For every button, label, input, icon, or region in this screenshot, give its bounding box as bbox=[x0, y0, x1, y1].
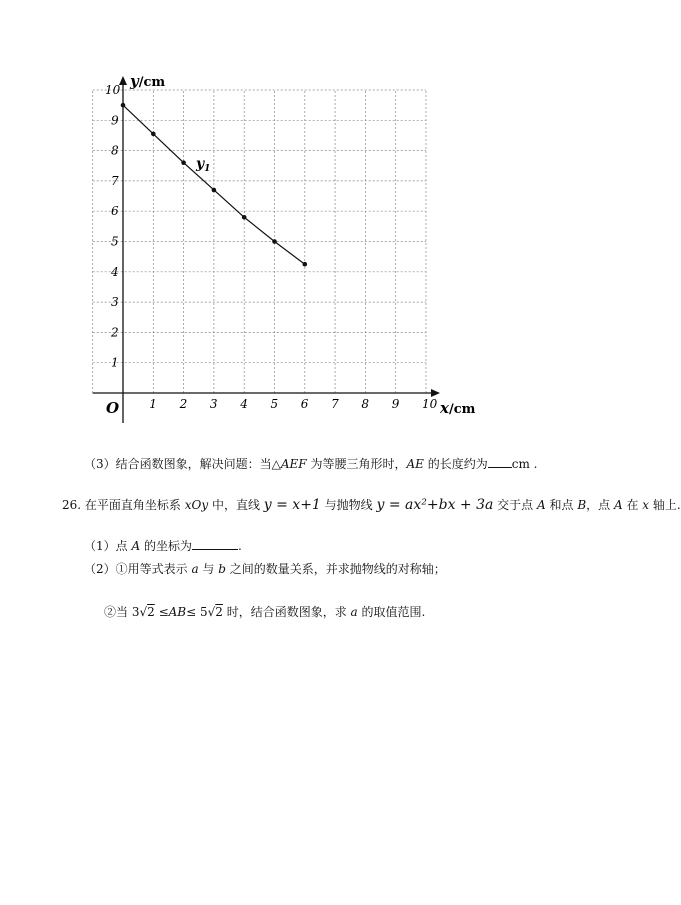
x-tick-label: 7 bbox=[331, 397, 339, 411]
function-graph bbox=[0, 0, 640, 440]
q3-text-1: （3）结合函数图象，解决问题：当△ bbox=[84, 457, 281, 471]
y-tick-label: 1 bbox=[111, 355, 119, 370]
x-axis-label: x/cm bbox=[440, 399, 476, 417]
triangle-aef: AEF bbox=[280, 457, 307, 471]
tick-labels bbox=[105, 83, 438, 411]
radicand-1: 2 bbox=[147, 605, 155, 619]
line-equation: y = x+1 bbox=[263, 497, 321, 513]
question-3 bbox=[84, 456, 537, 472]
point-a: A bbox=[131, 539, 141, 553]
origin-label: O bbox=[106, 399, 120, 417]
question-number: 26. bbox=[62, 498, 82, 512]
x-variable: x bbox=[642, 498, 650, 512]
y-tick-label: 3 bbox=[111, 295, 119, 310]
variable-a: a bbox=[191, 562, 199, 576]
q26-text-4: 交于点 bbox=[493, 498, 537, 512]
p2b-text-3: ≤ 5√ bbox=[186, 605, 216, 619]
data-point bbox=[242, 215, 247, 220]
y-axis-label: y/cm bbox=[130, 72, 166, 90]
x-tick-label: 10 bbox=[422, 397, 438, 411]
segment-ae: AE bbox=[406, 457, 424, 471]
y-tick-label: 9 bbox=[111, 113, 119, 128]
point-b: B bbox=[577, 498, 587, 512]
x-tick-label: 5 bbox=[270, 397, 279, 411]
variable-a: a bbox=[350, 605, 358, 619]
y-tick-label: 10 bbox=[105, 83, 121, 97]
part-2-2 bbox=[104, 604, 425, 620]
q26-text-2: 中，直线 bbox=[208, 498, 264, 512]
coord-system: xOy bbox=[184, 498, 209, 512]
q26-text-1: 在平面直角坐标系 bbox=[81, 498, 185, 512]
y-tick-label: 6 bbox=[111, 204, 119, 219]
part-1 bbox=[84, 538, 242, 554]
parabola-equation: y = ax²+bx + 3a bbox=[376, 497, 494, 513]
q3-text-3: 的长度约为 bbox=[423, 457, 488, 471]
radicand-2: 2 bbox=[215, 605, 223, 619]
x-tick-label: 1 bbox=[149, 397, 157, 411]
data-point bbox=[151, 132, 156, 137]
segment-ab: AB bbox=[168, 605, 187, 619]
y-tick-label: 8 bbox=[111, 143, 119, 158]
y-tick-label: 2 bbox=[111, 325, 119, 340]
q26-text-7: 在 bbox=[622, 498, 643, 512]
p1-text-2: 的坐标为 bbox=[140, 539, 192, 553]
series-label-y1: $y_1$ bbox=[196, 156, 211, 174]
x-tick-label: 3 bbox=[209, 397, 218, 411]
q26-text-3: 与抛物线 bbox=[320, 498, 377, 512]
data-point bbox=[272, 239, 277, 244]
q3-text-2: 为等腰三角形时， bbox=[306, 457, 407, 471]
answer-blank bbox=[488, 456, 512, 468]
point-a: A bbox=[613, 498, 623, 512]
q26-text-8: 轴上. bbox=[649, 498, 681, 512]
p2b-text-2: ≤ bbox=[154, 605, 169, 619]
q3-unit: cm . bbox=[511, 457, 538, 471]
grid bbox=[93, 90, 426, 393]
question-26 bbox=[62, 497, 681, 513]
data-point bbox=[303, 262, 308, 267]
x-tick-label: 6 bbox=[300, 397, 309, 411]
q26-text-6: ，点 bbox=[586, 498, 614, 512]
data-point bbox=[181, 160, 186, 165]
x-tick-label: 2 bbox=[179, 397, 188, 411]
part-2-1 bbox=[84, 561, 446, 577]
point-a: A bbox=[537, 498, 546, 512]
answer-blank bbox=[192, 538, 238, 550]
y-tick-label: 5 bbox=[111, 234, 119, 249]
p2b-text-1: ②当 3√ bbox=[104, 605, 148, 619]
variable-b: b bbox=[218, 562, 226, 576]
x-axis-arrow bbox=[431, 389, 440, 397]
data-point bbox=[212, 188, 217, 193]
p2-text-2: 与 bbox=[198, 562, 219, 576]
x-tick-label: 8 bbox=[361, 397, 370, 411]
q26-text-5: 和点 bbox=[545, 498, 578, 512]
p1-text-1: （1）点 bbox=[84, 539, 132, 553]
x-tick-label: 9 bbox=[391, 397, 400, 411]
data-point bbox=[121, 103, 126, 108]
p2-text-1: （2）①用等式表示 bbox=[84, 562, 192, 576]
x-tick-label: 4 bbox=[240, 397, 248, 411]
y-tick-label: 4 bbox=[111, 264, 119, 279]
p2b-end: 的取值范围. bbox=[357, 605, 426, 619]
y-tick-label: 7 bbox=[111, 173, 119, 188]
p2-text-3: 之间的数量关系，并求抛物线的对称轴； bbox=[225, 562, 446, 576]
p1-end: . bbox=[237, 539, 242, 553]
axes bbox=[93, 76, 440, 423]
p2b-text-4: 时，结合函数图象，求 bbox=[222, 605, 351, 619]
